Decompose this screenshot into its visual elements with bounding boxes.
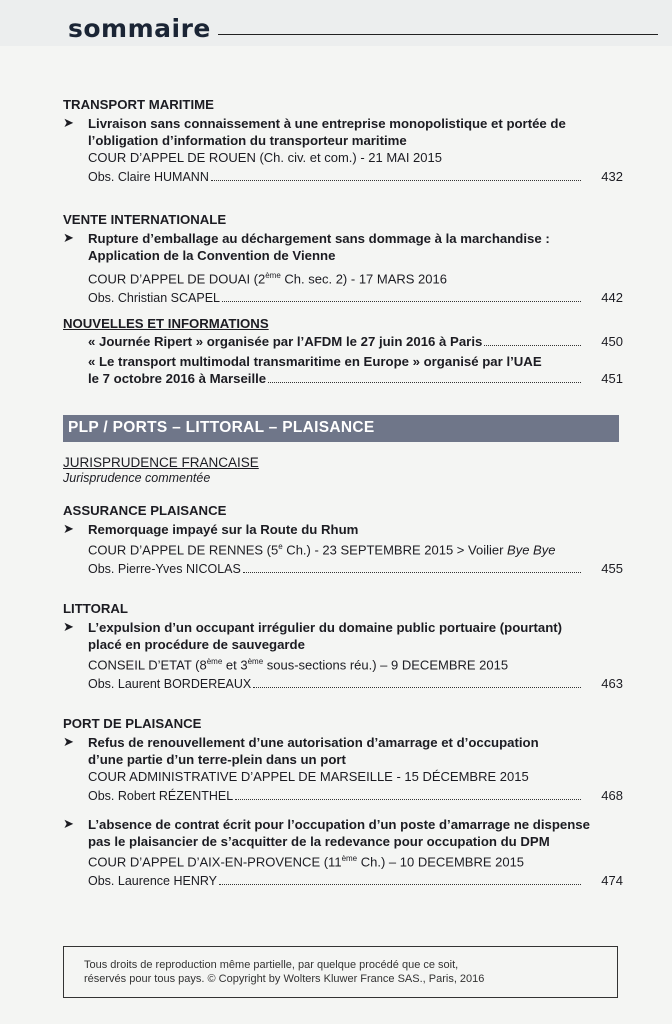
section-subheading: Jurisprudence commentée — [63, 471, 211, 485]
page-number: 451 — [601, 371, 623, 386]
page-number: 442 — [601, 290, 623, 306]
section-banner — [63, 415, 619, 442]
title-rule — [218, 34, 658, 35]
arrow-bullet-icon: ➤ — [63, 734, 74, 749]
section-heading: ASSURANCE PLAISANCE — [63, 503, 227, 518]
entry-obs-line — [88, 559, 623, 579]
section-assurance-plaisance — [63, 503, 623, 579]
entry-author: Obs. Laurence HENRY — [88, 874, 217, 889]
entry-obs-line — [88, 674, 623, 694]
entry-author: Obs. Robert RÉZENTHEL — [88, 789, 234, 803]
entry-author: Obs. Claire HUMANN — [88, 170, 209, 184]
arrow-bullet-icon: ➤ — [63, 816, 74, 831]
copyright-box — [63, 946, 618, 998]
section-heading: JURISPRUDENCE FRANCAISE — [63, 455, 259, 470]
section-heading: NOUVELLES ET INFORMATIONS — [63, 316, 269, 331]
toc-entry[interactable] — [63, 734, 623, 806]
toc-entry[interactable] — [63, 332, 623, 351]
toc-entry[interactable] — [63, 816, 623, 891]
arrow-bullet-icon: ➤ — [63, 619, 74, 634]
section-heading: VENTE INTERNATIONALE — [63, 212, 227, 227]
toc-entry[interactable] — [63, 115, 623, 187]
entry-court: COUR D’APPEL DE ROUEN (Ch. civ. et com.) - 21 MAI 2015 — [88, 150, 442, 165]
entry-title: L’expulsion d’un occupant irrégulier du domaine public portuaire (pourtant) placé en procédure de sauvegarde — [88, 620, 563, 652]
entry-court: COUR ADMINISTRATIVE D’APPEL DE MARSEILLE - 15 DÉCEMBRE 2015 — [88, 769, 529, 784]
toc-entry[interactable] — [63, 353, 623, 387]
entry-title: Livraison sans connaissement à une entreprise monopolistique et portée de l’obligation d’information du transporteur maritime — [88, 116, 566, 148]
page-number: 474 — [601, 873, 623, 889]
banner-title: PLP / PORTS – LITTORAL – PLAISANCE — [68, 419, 375, 436]
page-number: 468 — [601, 788, 623, 803]
entry-court: COUR D’APPEL DE DOUAI (2ème Ch. sec. 2) - 17 MARS 2016 — [88, 271, 447, 287]
section-nouvelles — [63, 316, 623, 387]
entry-title: le 7 octobre 2016 à Marseille — [88, 371, 267, 386]
entry-obs-line — [88, 871, 623, 891]
entry-author: Obs. Christian SCAPEL — [88, 291, 220, 306]
entry-court: COUR D’APPEL D’AIX-EN-PROVENCE (11ème Ch.) – 10 DECEMBRE 2015 — [88, 854, 525, 870]
section-port-de-plaisance — [63, 716, 623, 891]
entry-line — [88, 332, 623, 351]
entry-obs-line — [88, 167, 623, 187]
entry-obs-line — [88, 786, 623, 806]
section-vente-internationale — [63, 212, 623, 308]
section-transport-maritime — [63, 97, 623, 187]
entry-author: Obs. Laurent BORDEREAUX — [88, 677, 252, 692]
section-heading: LITTORAL — [63, 601, 128, 616]
entry-obs-line — [88, 288, 623, 308]
entry-court: COUR D’APPEL DE RENNES (5e Ch.) - 23 SEPTEMBRE 2015 > Voilier Bye Bye — [88, 542, 556, 558]
arrow-bullet-icon: ➤ — [63, 230, 74, 245]
section-jurisprudence — [63, 455, 623, 486]
section-heading: TRANSPORT MARITIME — [63, 97, 214, 112]
entry-title: « Journée Ripert » organisée par l’AFDM le 27 juin 2016 à Paris — [88, 334, 483, 349]
entry-title: « Le transport multimodal transmaritime en Europe » organisé par l’UAE — [88, 354, 542, 369]
page-number: 450 — [601, 334, 623, 349]
section-heading: PORT DE PLAISANCE — [63, 716, 202, 731]
toc-entry[interactable] — [63, 521, 623, 579]
page-number: 463 — [601, 676, 623, 692]
page-number: 455 — [601, 561, 623, 577]
page-title: sommaire — [68, 14, 211, 43]
entry-title: Remorquage impayé sur la Route du Rhum — [88, 522, 359, 537]
entry-author: Obs. Pierre-Yves NICOLAS — [88, 562, 241, 577]
entry-court: CONSEIL D’ETAT (8ème et 3ème sous-sections réu.) – 9 DECEMBRE 2015 — [88, 657, 509, 673]
entry-title: L’absence de contrat écrit pour l’occupation d’un poste d’amarrage ne dispense pas le plaisancier de s’acquitter de la redevance pour occupation du DPM — [88, 817, 590, 849]
entry-title: Refus de renouvellement d’une autorisation d’amarrage et d’occupation d’une partie d’un terre-plein dans un port — [88, 735, 539, 767]
arrow-bullet-icon: ➤ — [63, 115, 74, 130]
entry-title: Rupture d’emballage au déchargement sans dommage à la marchandise : Application de la Convention de Vienne — [88, 231, 550, 263]
section-littoral — [63, 601, 623, 694]
copyright-text: Tous droits de reproduction même partielle, par quelque procédé que ce soit, réservés pour tous pays. © Copyright by Wolters Kluwer France SAS., Paris, 2016 — [84, 959, 485, 985]
arrow-bullet-icon: ➤ — [63, 521, 74, 536]
toc-entry[interactable] — [63, 619, 623, 694]
entry-line — [88, 370, 623, 387]
toc-entry[interactable] — [63, 230, 623, 308]
page-number: 432 — [601, 169, 623, 184]
